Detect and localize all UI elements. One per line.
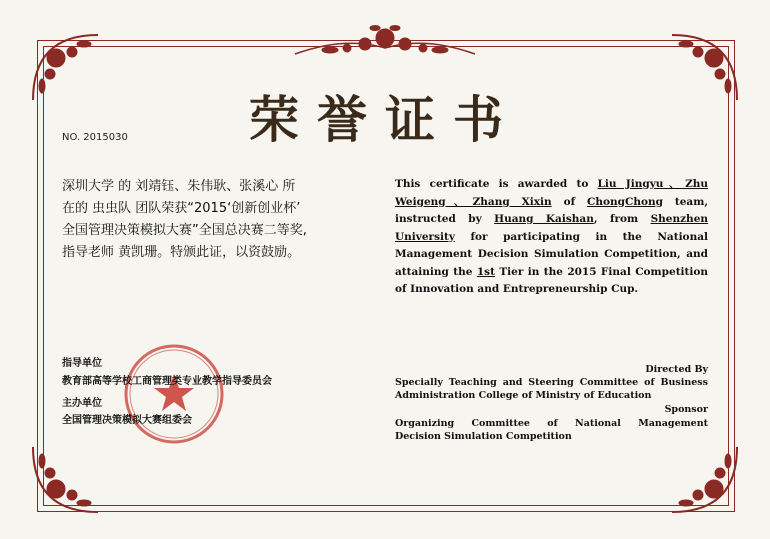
en-sponsor-word: Committee xyxy=(471,418,530,429)
cn-line-2: 在的 虫虫队 团队荣获“2015‘创新创业杯’ xyxy=(62,201,301,216)
awardee-names: Liu Jingyu、Zhu Weigeng、Zhang Xixin xyxy=(395,178,708,208)
cn-sponsor: 全国管理决策模拟大赛组委会 xyxy=(62,415,192,426)
cn-director-label: 指导单位 xyxy=(62,358,102,369)
en-text-1: This certificate is awarded to xyxy=(395,178,598,190)
en-sponsor-word: Organizing xyxy=(395,418,455,429)
en-text-5: for participating in the National Management Decision Simulation Competition, and attaining the xyxy=(395,230,708,278)
en-sponsor-word: National xyxy=(575,418,621,429)
en-sponsor-line-2: Decision Simulation Competition xyxy=(395,431,572,442)
en-sponsor-word: of xyxy=(547,418,558,429)
en-text-4: , from xyxy=(593,213,651,225)
cn-director: 教育部高等学校工商管理类专业教学指导委员会 xyxy=(62,376,272,387)
en-director-label: Directed By xyxy=(645,364,708,375)
english-body-text xyxy=(395,176,708,299)
en-director: Specially Teaching and Steering Committee of Business Administration College of Ministry of Education xyxy=(395,377,708,401)
bottom-right-corner-ornament xyxy=(667,442,742,517)
en-text-3: team, instructed by xyxy=(395,195,708,225)
en-text-2: of xyxy=(551,195,588,208)
en-sponsor-line-1 xyxy=(395,417,708,430)
chinese-body-text xyxy=(62,176,382,264)
team-name: ChongChong xyxy=(587,195,663,208)
en-text-6: Tier in the 2015 Final Competition of Innovation and Entrepreneurship Cup. xyxy=(395,265,709,295)
instructor-name: Huang Kaishan xyxy=(494,213,594,225)
official-red-seal xyxy=(122,342,226,446)
bottom-left-corner-ornament xyxy=(28,442,103,517)
certificate-title: 荣誉证书 xyxy=(249,90,521,149)
tier: 1st xyxy=(476,265,495,278)
en-sponsor-label: Sponsor xyxy=(664,404,708,415)
cn-line-1: 深圳大学 的 刘靖钰、朱伟耿、张溪心 所 xyxy=(62,179,296,194)
top-floral-ornament xyxy=(285,16,485,66)
cn-line-4: 指导老师 黄凯珊。特颁此证，以资鼓励。 xyxy=(62,245,301,260)
en-sponsor-word: Management xyxy=(638,418,708,429)
certificate-number: NO. 2015030 xyxy=(62,132,128,143)
cn-sponsor-label: 主办单位 xyxy=(62,398,102,409)
university-name: Shenzhen University xyxy=(395,213,709,243)
cn-line-3: 全国管理决策模拟大赛”全国总决赛二等奖, xyxy=(62,223,307,238)
